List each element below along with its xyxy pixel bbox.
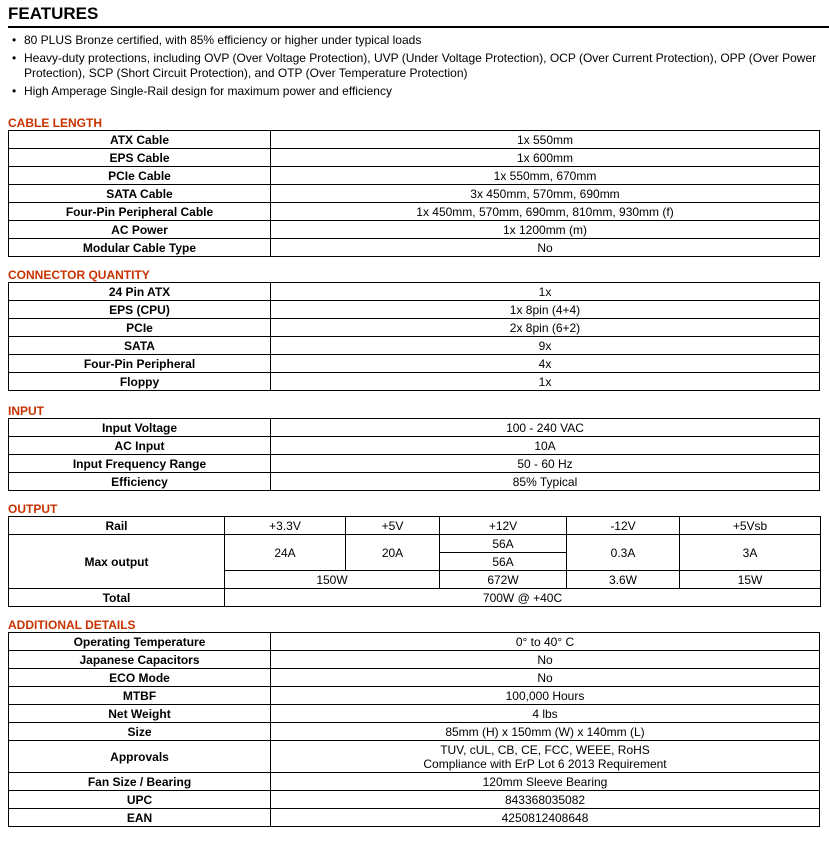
row-label: Four-Pin Peripheral Cable [9, 203, 271, 221]
row-value: 4250812408648 [271, 809, 820, 827]
table-row [9, 203, 820, 221]
row-value: 4 lbs [271, 705, 820, 723]
row-value: 100 - 240 VAC [271, 419, 820, 437]
row-value: No [271, 651, 820, 669]
table-row [9, 419, 820, 437]
row-value: 9x [271, 337, 820, 355]
table-row [9, 149, 820, 167]
table-row [9, 185, 820, 203]
row-label: ECO Mode [9, 669, 271, 687]
row-value: 50 - 60 Hz [271, 455, 820, 473]
row-label: Approvals [9, 741, 271, 773]
table-row [9, 705, 820, 723]
amps-neg12v: 0.3A [567, 535, 680, 571]
rail-5vsb: +5Vsb [680, 517, 821, 535]
section-title-connector-quantity: CONNECTOR QUANTITY [8, 268, 150, 282]
row-label: Efficiency [9, 473, 271, 491]
table-row [9, 687, 820, 705]
max-output-label: Max output [9, 535, 225, 589]
table-row [9, 669, 820, 687]
row-value: 1x 550mm [271, 131, 820, 149]
table-row [9, 809, 820, 827]
features-divider [8, 26, 829, 28]
row-value: 1x 450mm, 570mm, 690mm, 810mm, 930mm (f) [271, 203, 820, 221]
table-row [9, 473, 820, 491]
bullet-icon: • [12, 33, 17, 47]
row-label: AC Power [9, 221, 271, 239]
bullet-icon: • [12, 84, 17, 98]
additional-details-table [8, 632, 820, 827]
row-label: ATX Cable [9, 131, 271, 149]
watts-neg12v: 3.6W [567, 571, 680, 589]
total-label: Total [9, 589, 225, 607]
section-title-cable-length: CABLE LENGTH [8, 116, 102, 130]
table-row [9, 355, 820, 373]
row-value: 1x 600mm [271, 149, 820, 167]
row-label: EAN [9, 809, 271, 827]
row-label: EPS (CPU) [9, 301, 271, 319]
table-row [9, 319, 820, 337]
row-label: AC Input [9, 437, 271, 455]
amps-5vsb: 3A [680, 535, 821, 571]
row-value: 2x 8pin (6+2) [271, 319, 820, 337]
row-label: SATA [9, 337, 271, 355]
table-row [9, 239, 820, 257]
section-title-output: OUTPUT [8, 502, 58, 516]
row-label: Operating Temperature [9, 633, 271, 651]
table-row [9, 283, 820, 301]
row-value [271, 741, 820, 773]
watts-5vsb: 15W [680, 571, 821, 589]
row-label: Input Frequency Range [9, 455, 271, 473]
input-table [8, 418, 820, 491]
watts-12v: 672W [440, 571, 567, 589]
table-row [9, 741, 820, 773]
row-value: 1x [271, 373, 820, 391]
section-title-additional-details: ADDITIONAL DETAILS [8, 618, 136, 632]
table-row [9, 437, 820, 455]
amps-3v3: 24A [225, 535, 346, 571]
row-label: MTBF [9, 687, 271, 705]
row-label: PCIe [9, 319, 271, 337]
bullet-icon: • [12, 51, 17, 65]
row-value: 85mm (H) x 150mm (W) x 140mm (L) [271, 723, 820, 741]
row-value: 843368035082 [271, 791, 820, 809]
table-row [9, 773, 820, 791]
row-value: 1x 1200mm (m) [271, 221, 820, 239]
cable-length-table [8, 130, 820, 257]
row-label: 24 Pin ATX [9, 283, 271, 301]
feature-item: • High Amperage Single-Rail design for maximum power and efficiency [12, 84, 392, 98]
rail-neg12v: -12V [567, 517, 680, 535]
row-label: Floppy [9, 373, 271, 391]
row-value: 100,000 Hours [271, 687, 820, 705]
table-row [9, 723, 820, 741]
row-value: 1x 550mm, 670mm [271, 167, 820, 185]
amps-12v-a: 56A [440, 535, 567, 553]
table-row [9, 633, 820, 651]
row-label: SATA Cable [9, 185, 271, 203]
row-value: 120mm Sleeve Bearing [271, 773, 820, 791]
row-label: UPC [9, 791, 271, 809]
row-value: 10A [271, 437, 820, 455]
table-row [9, 517, 821, 535]
table-row [9, 535, 821, 553]
table-row [9, 221, 820, 239]
row-value: 1x [271, 283, 820, 301]
row-label: PCIe Cable [9, 167, 271, 185]
feature-item: • Heavy-duty protections, including OVP (Over Voltage Protection), UVP (Under Voltage Protection), OCP (Over Current Protection), OPP (Over Power Protection), SCP (Short Circuit Protection), and OTP (Over Temperature Protection) [12, 51, 817, 80]
approvals-line-1: TUV, cUL, CB, CE, FCC, WEEE, RoHS [440, 742, 650, 757]
row-value: 3x 450mm, 570mm, 690mm [271, 185, 820, 203]
row-value: 1x 8pin (4+4) [271, 301, 820, 319]
row-value: 85% Typical [271, 473, 820, 491]
table-row [9, 337, 820, 355]
table-row [9, 131, 820, 149]
amps-5v: 20A [346, 535, 440, 571]
features-title: FEATURES [8, 4, 99, 23]
table-row [9, 167, 820, 185]
row-value: No [271, 669, 820, 687]
row-label: Fan Size / Bearing [9, 773, 271, 791]
output-table [8, 516, 821, 607]
total-value: 700W @ +40C [225, 589, 821, 607]
table-row [9, 651, 820, 669]
amps-12v-b: 56A [440, 553, 567, 571]
rail-12v: +12V [440, 517, 567, 535]
table-row [9, 301, 820, 319]
rail-3v3: +3.3V [225, 517, 346, 535]
connector-quantity-table [8, 282, 820, 391]
row-label: Net Weight [9, 705, 271, 723]
row-label: EPS Cable [9, 149, 271, 167]
row-value: 0° to 40° C [271, 633, 820, 651]
watts-3v3-5v: 150W [225, 571, 440, 589]
row-label: Japanese Capacitors [9, 651, 271, 669]
row-value: 4x [271, 355, 820, 373]
approvals-line-2: Compliance with ErP Lot 6 2013 Requirement [423, 756, 667, 771]
row-label: Modular Cable Type [9, 239, 271, 257]
rail-5v: +5V [346, 517, 440, 535]
features-list [8, 33, 829, 99]
rail-label: Rail [9, 517, 225, 535]
row-label: Four-Pin Peripheral [9, 355, 271, 373]
table-row [9, 373, 820, 391]
row-value: No [271, 239, 820, 257]
feature-item: • 80 PLUS Bronze certified, with 85% efficiency or higher under typical loads [12, 33, 422, 47]
table-row [9, 589, 821, 607]
section-title-input: INPUT [8, 404, 44, 418]
table-row [9, 455, 820, 473]
table-row [9, 791, 820, 809]
row-label: Input Voltage [9, 419, 271, 437]
row-label: Size [9, 723, 271, 741]
